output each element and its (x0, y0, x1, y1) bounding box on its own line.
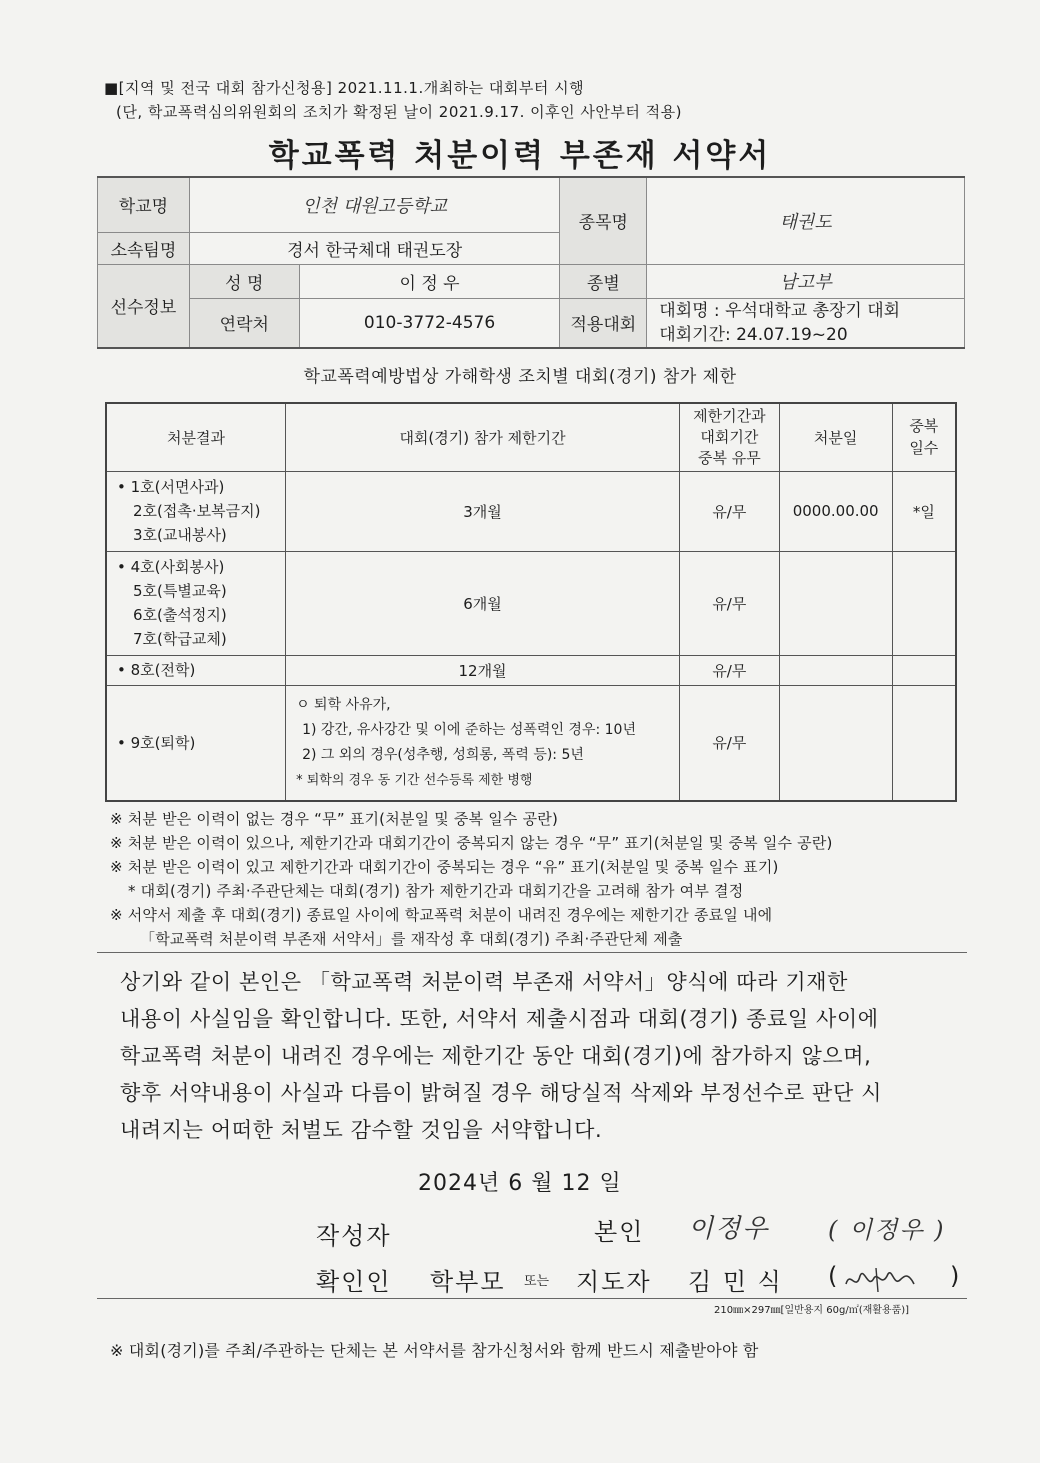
header-overlap-line: 제한기간과 (693, 406, 766, 425)
table-row (106, 471, 956, 551)
header-overlap-line: 대회기간 (700, 427, 759, 446)
period-line: 2) 그 외의 경우(성추행, 성희롱, 폭력 등): 5년 (302, 746, 584, 763)
period-cell: 12개월 (286, 655, 680, 685)
document-title: 학교폭력 처분이력 부존재 서약서 (268, 138, 772, 174)
result-line: • 9호(퇴학) (117, 733, 196, 752)
header-period: 대회(경기) 참가 제한기간 (286, 403, 680, 471)
date-cell: 0000.00.00 (779, 471, 892, 551)
result-cell (106, 655, 286, 685)
competition-label: 적용대회 (560, 298, 647, 348)
paper-spec: 210㎜×297㎜[일반용지 60g/㎡(재활용품)] (714, 1305, 910, 1316)
category-value: 남고부 (647, 264, 965, 298)
date-cell (779, 655, 892, 685)
player-info-label: 선수정보 (98, 264, 190, 348)
divider (97, 952, 967, 953)
pledge-line: 상기와 같이 본인은 「학교폭력 처분이력 부존재 서약서」양식에 따라 기재한 (120, 970, 848, 994)
overlap-cell: 유/무 (679, 685, 779, 801)
note-line: ※ 처분 받은 이력이 있으나, 제한기간과 대회기간이 중복되지 않는 경우 “무” 표기(처분일 및 중복 일수 공란) (110, 834, 833, 852)
event-label: 종목명 (560, 177, 647, 264)
period-line: * 퇴학의 경우 동 기간 선수등록 제한 병행 (296, 772, 533, 788)
days-cell: *일 (892, 471, 956, 551)
overlap-cell: 유/무 (679, 551, 779, 655)
overlap-cell: 유/무 (679, 655, 779, 685)
header-days (892, 403, 956, 471)
contact-value: 010-3772-4576 (299, 298, 560, 348)
pledge-text (120, 964, 950, 1149)
school-value: 인천 대원고등학교 (189, 177, 560, 232)
result-line: 3호(교내봉사) (133, 526, 227, 544)
table-row (106, 551, 956, 655)
note-line: ※ 처분 받은 이력이 없는 경우 “무” 표기(처분일 및 중복 일수 공란) (110, 810, 559, 828)
competition-period: 대회기간: 24.07.19~20 (659, 324, 848, 345)
days-cell (892, 551, 956, 655)
header-line-1: ■[지역 및 전국 대회 참가신청용] 2021.11.1.개최하는 대회부터 시행 (104, 79, 585, 97)
pledge-line: 내용이 사실임을 확인합니다. 또한, 서약서 제출시점과 대회(경기) 종료일 사이에 (120, 1007, 879, 1031)
overlap-cell: 유/무 (679, 471, 779, 551)
result-line: 6호(출석정지) (133, 606, 227, 624)
date-cell (779, 685, 892, 801)
sign-date: 2024년 6 월 12 일 (418, 1171, 622, 1196)
competition-name: 대회명 : 우석대학교 총장기 대회 (659, 300, 901, 321)
header-line-2: (단, 학교폭력심의위원회의 조치가 확정된 날이 2021.9.17. 이후인 사안부터 적용) (116, 103, 682, 121)
period-cell: 3개월 (286, 471, 680, 551)
header-overlap-line: 중복 유무 (697, 448, 761, 467)
result-line: 2호(접촉·보복금지) (133, 502, 261, 520)
pledge-line: 내려지는 어떠한 처벌도 감수할 것임을 서약합니다. (120, 1118, 603, 1142)
header-date: 처분일 (779, 403, 892, 471)
self-label: 본인 (594, 1218, 645, 1246)
pledge-line: 학교폭력 처분이 내려진 경우에는 제한기간 동안 대회(경기)에 참가하지 않으며, (120, 1044, 872, 1068)
guardian-label: 지도자 (576, 1268, 652, 1296)
period-cell: 6개월 (286, 551, 680, 655)
parent-label: 학부모 (430, 1268, 506, 1296)
days-cell (892, 685, 956, 801)
header-result: 처분결과 (106, 403, 286, 471)
date-cell (779, 551, 892, 655)
guardian-name: 김 민 식 (688, 1268, 783, 1296)
pledge-line: 향후 서약내용이 사실과 다름이 밝혀질 경우 해당실적 삭제와 부정선수로 판단 시 (120, 1081, 882, 1105)
note-line: 「학교폭력 처분이력 부존재 서약서」를 재작성 후 대회(경기) 주최·주관단체 제출 (140, 930, 683, 948)
close-paren: ) (950, 1262, 962, 1290)
result-line: 7호(학급교체) (133, 630, 227, 648)
guardian-signature-scribble (842, 1262, 920, 1296)
period-cell (286, 685, 680, 801)
self-name: 이정우 (688, 1214, 770, 1244)
name-label: 성 명 (189, 264, 299, 298)
table-row (106, 655, 956, 685)
contact-label: 연락처 (189, 298, 299, 348)
confirmer-label: 확인인 (316, 1268, 392, 1296)
divider (97, 1298, 967, 1299)
result-line: • 8호(전학) (117, 661, 196, 679)
writer-label: 작성자 (316, 1222, 392, 1250)
period-line: 1) 강간, 유사강간 및 이에 준하는 성폭력인 경우: 10년 (302, 721, 636, 738)
measures-table (105, 402, 957, 802)
footer-note: ※ 대회(경기)를 주최/주관하는 단체는 본 서약서를 참가신청서와 함께 반드시 제출받아야 함 (110, 1341, 759, 1360)
category-label: 종별 (560, 264, 647, 298)
open-paren: ( (828, 1262, 840, 1290)
days-cell (892, 655, 956, 685)
event-value: 태권도 (647, 177, 965, 264)
team-value: 경서 한국체대 태권도장 (189, 232, 560, 264)
competition-cell (647, 298, 965, 348)
result-line: • 4호(사회봉사) (117, 558, 225, 576)
header-overlap (679, 403, 779, 471)
header-days-line: 일수 (909, 439, 939, 458)
period-line: ㅇ 퇴학 사유가, (296, 696, 391, 713)
team-label: 소속팀명 (98, 232, 190, 264)
result-cell (106, 551, 286, 655)
note-line: ※ 처분 받은 이력이 있고 제한기간과 대회기간이 중복되는 경우 “유” 표기(처분일 및 중복 일수 표기) (110, 858, 779, 876)
self-signature: ( 이정우 ) (828, 1216, 946, 1244)
result-cell (106, 471, 286, 551)
note-line: ※ 서약서 제출 후 대회(경기) 종료일 사이에 학교폭력 처분이 내려진 경우에는 제한기간 종료일 내에 (110, 906, 773, 924)
result-line: • 1호(서면사과) (117, 478, 225, 496)
result-line: 5호(특별교육) (133, 582, 227, 600)
school-label: 학교명 (98, 177, 190, 232)
name-value: 이 정 우 (299, 264, 560, 298)
table-row (106, 685, 956, 801)
note-line: * 대회(경기) 주최·주관단체는 대회(경기) 참가 제한기간과 대회기간을 고려해 참가 여부 결정 (128, 882, 744, 900)
or-label: 또는 (524, 1274, 550, 1289)
info-table (97, 176, 965, 349)
result-cell (106, 685, 286, 801)
header-days-line: 중복 (909, 417, 939, 436)
section-title: 학교폭력예방법상 가해학생 조치별 대회(경기) 참가 제한 (303, 367, 737, 387)
